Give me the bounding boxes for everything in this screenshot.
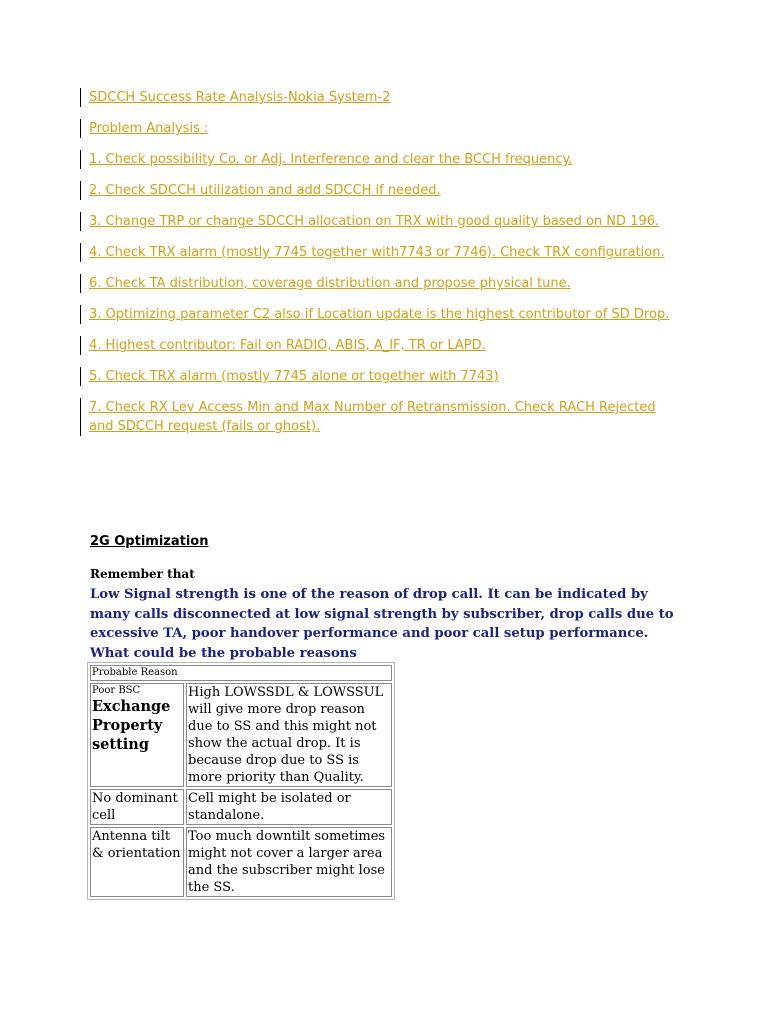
probable-reasons-table <box>87 662 395 900</box>
table-row <box>90 827 392 897</box>
link-item <box>80 181 680 200</box>
link-problem-analysis[interactable]: Problem Analysis : <box>89 121 209 136</box>
description-cell: Too much downtilt sometimes might not cover a larger area and the subscriber might lose the SS. <box>186 827 392 897</box>
intro-paragraph: Low Signal strength is one of the reason of drop call. It can be indicated by many calls disconnected at low signal strength by subscriber, drop calls due to excessive TA, poor handover performance and poor call setup performance. What could be the probable reasons <box>90 587 674 661</box>
table-row <box>90 683 392 787</box>
description-cell: Cell might be isolated or standalone. <box>186 789 392 825</box>
link-item <box>80 336 680 355</box>
description-cell: High LOWSSDL & LOWSSUL will give more drop reason due to SS and this might not show the actual drop. It is because drop due to SS is more priority than Quality. <box>186 683 392 787</box>
table-header-cell: Probable Reason <box>90 665 392 681</box>
link-step[interactable]: 2. Check SDCCH utilization and add SDCCH if needed. <box>89 183 441 198</box>
link-item <box>80 212 680 231</box>
link-step[interactable]: 4. Check TRX alarm (mostly 7745 together with7743 or 7746). Check TRX configuration. <box>89 245 665 260</box>
link-item <box>80 243 680 262</box>
cause-bold-label: Exchange Property setting <box>92 698 171 753</box>
link-item <box>80 274 680 293</box>
link-item <box>80 150 680 169</box>
link-step[interactable]: 6. Check TA distribution, coverage distribution and propose physical tune. <box>89 276 571 291</box>
link-step[interactable]: 7. Check RX Lev Access Min and Max Number of Retransmission. Check RACH Rejected and SDCCH request (fails or ghost). <box>89 400 656 434</box>
table-header-row <box>90 665 392 681</box>
table-row <box>90 789 392 825</box>
link-item <box>80 119 680 138</box>
link-step[interactable]: 1. Check possibility Co. or Adj. Interference and clear the BCCH frequency. <box>89 152 573 167</box>
link-item <box>80 367 680 386</box>
cause-cell <box>90 683 184 787</box>
link-list <box>80 88 680 448</box>
link-title[interactable]: SDCCH Success Rate Analysis-Nokia System-2 <box>89 90 391 105</box>
link-item <box>80 305 680 324</box>
remember-label: Remember that <box>90 567 195 581</box>
cause-small-label: Poor BSC <box>92 685 141 696</box>
section-heading: 2G Optimization <box>90 534 209 549</box>
link-step[interactable]: 4. Highest contributor: Fail on RADIO, ABIS, A_IF, TR or LAPD. <box>89 338 486 353</box>
link-step[interactable]: 3. Optimizing parameter C2 also if Location update is the highest contributor of SD Drop. <box>89 307 670 322</box>
link-item <box>80 88 680 107</box>
cause-cell: Antenna tilt & orientation <box>90 827 184 897</box>
link-step[interactable]: 5. Check TRX alarm (mostly 7745 alone or together with 7743) <box>89 369 499 384</box>
link-step[interactable]: 3. Change TRP or change SDCCH allocation on TRX with good quality based on ND 196. <box>89 214 660 229</box>
cause-cell: No dominant cell <box>90 789 184 825</box>
link-item <box>80 398 680 436</box>
